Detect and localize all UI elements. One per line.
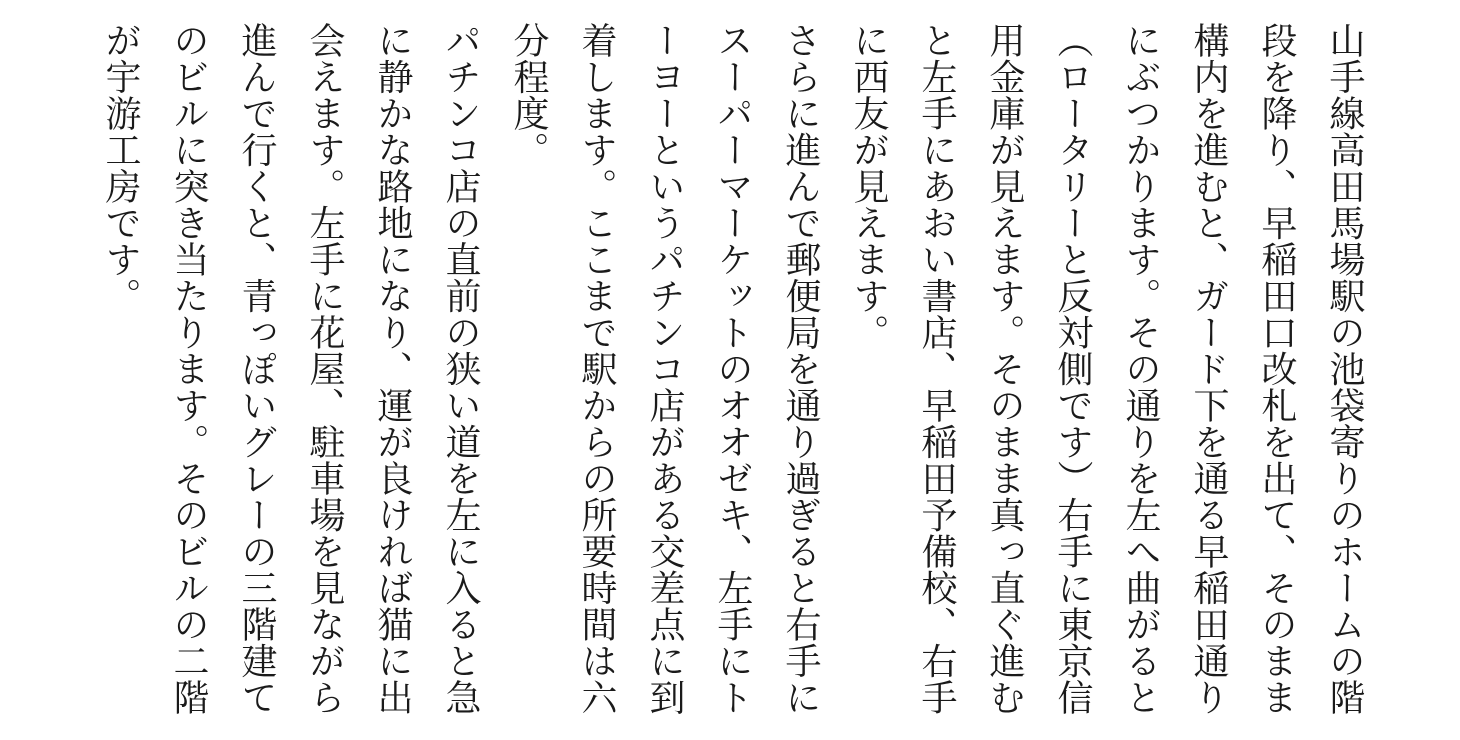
paragraph-directions-2: さらに進んで郵便局を通り過ぎると右手にスーパーマーケットのオオゼキ、左手にトーヨーというパチンコ店がある交差点に到着します。ここまで駅からの所要時間は六分程度。 [508,22,821,716]
vertical-text-body [86,22,1378,722]
paragraph-directions-1: 山手線高田馬場駅の池袋寄りのホームの階段を降り、早稲田口改札を出て、そのまま構内を進むと、ガード下を通る早稲田通りにぶつかります。その通りを左へ曲がると（ロータリーと反対側です）右手に東京信用金庫が見えます。そのまま真っ直ぐ進むと左手にあおい書店、早稲田予備校、右手に西友が見えます。 [848,22,1365,716]
paragraph-directions-3: パチンコ店の直前の狭い道を左に入ると急に静かな路地になり、運が良ければ猫に出会えます。左手に花屋、駐車場を見ながら進んで行くと、青っぽいグレーの三階建てのビルに突き当たります。そのビルの二階が宇游工房です。 [100,22,481,716]
